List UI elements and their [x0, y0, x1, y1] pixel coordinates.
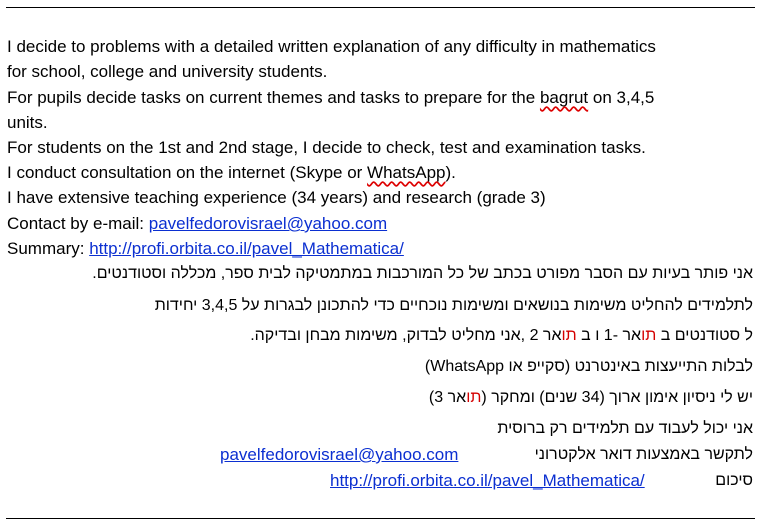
english-line-6 — [7, 163, 456, 183]
hebrew-summary-link[interactable]: http://profi.orbita.co.il/pavel_Mathematica/ — [330, 471, 645, 490]
hebrew-line-3 — [250, 326, 753, 346]
hebrew-line-5 — [429, 388, 753, 408]
english-line-6-end: ). — [445, 163, 456, 182]
word-whatsapp: WhatsApp — [367, 163, 446, 182]
summary-line — [7, 239, 404, 259]
toar-2-highlight: תו — [561, 327, 577, 344]
email-link[interactable]: pavelfedorovisrael@yahoo.com — [148, 214, 388, 233]
english-line-3-start: For pupils decide tasks on current themes and tasks to prepare for the — [7, 88, 540, 107]
summary-link[interactable]: http://profi.orbita.co.il/pavel_Mathematica/ — [89, 239, 404, 258]
hebrew-email-line — [220, 445, 458, 465]
hebrew-line-1: אני פותר בעיות עם הסבר מפורט בכתב של כל המורכבות במתמטיקה לבית ספר, מכללה וסטודנטים. — [92, 265, 753, 282]
hebrew-line-3-b: אר -1 ו ב — [576, 327, 642, 344]
english-line-5: For students on the 1st and 2nd stage, I decide to check, test and examination tasks. — [7, 138, 646, 157]
hebrew-line-6: אני יכול לעבוד עם תלמידים רק ברוסית — [497, 420, 753, 437]
english-line-3-end: on 3,4,5 — [588, 88, 655, 107]
english-line-1: I decide to problems with a detailed written explanation of any difficulty in mathematics — [7, 37, 656, 56]
top-rule — [6, 7, 755, 8]
toar-3-highlight: תו — [466, 389, 482, 406]
hebrew-line-4: לבלות התייעצות באינטרנט (סקייפ או WhatsApp) — [424, 358, 753, 375]
hebrew-email-link[interactable]: pavelfedorovisrael@yahoo.com — [220, 445, 459, 464]
english-line-4: units. — [7, 113, 48, 132]
hebrew-line-3-a: ל סטודנטים ב — [656, 327, 753, 344]
word-bagrut: bagrut — [539, 88, 589, 107]
english-line-2: for school, college and university students. — [7, 62, 328, 81]
bottom-rule — [6, 518, 755, 519]
hebrew-line-2: לתלמידים להחליט משימות בנושאים ומשימות נוכחיים כדי להתכונן לבגרות על 3,4,5 יחידות — [154, 297, 753, 314]
summary-label: Summary: — [7, 239, 90, 258]
english-line-3 — [7, 88, 654, 108]
hebrew-line-7: לתקשר באמצעות דואר אלקטרוני — [534, 446, 753, 463]
hebrew-line-3-c: אר 2 ,אני מחליט לבדוק, משימות מבחן ובדיקה. — [250, 327, 562, 344]
english-line-7: I have extensive teaching experience (34 years) and research (grade 3) — [7, 188, 546, 207]
hebrew-line-5-b: אר 3) — [428, 389, 467, 406]
contact-label: Contact by e-mail: — [7, 214, 149, 233]
english-line-6-start: I conduct consultation on the internet (Skype or — [7, 163, 368, 182]
hebrew-summary-line — [330, 471, 645, 491]
hebrew-line-8: סיכום — [715, 472, 753, 489]
hebrew-line-5-a: יש לי ניסיון אימון ארוך (34 שנים) ומחקר ( — [481, 389, 753, 406]
contact-line — [7, 214, 387, 234]
toar-1-highlight: תו — [641, 327, 657, 344]
